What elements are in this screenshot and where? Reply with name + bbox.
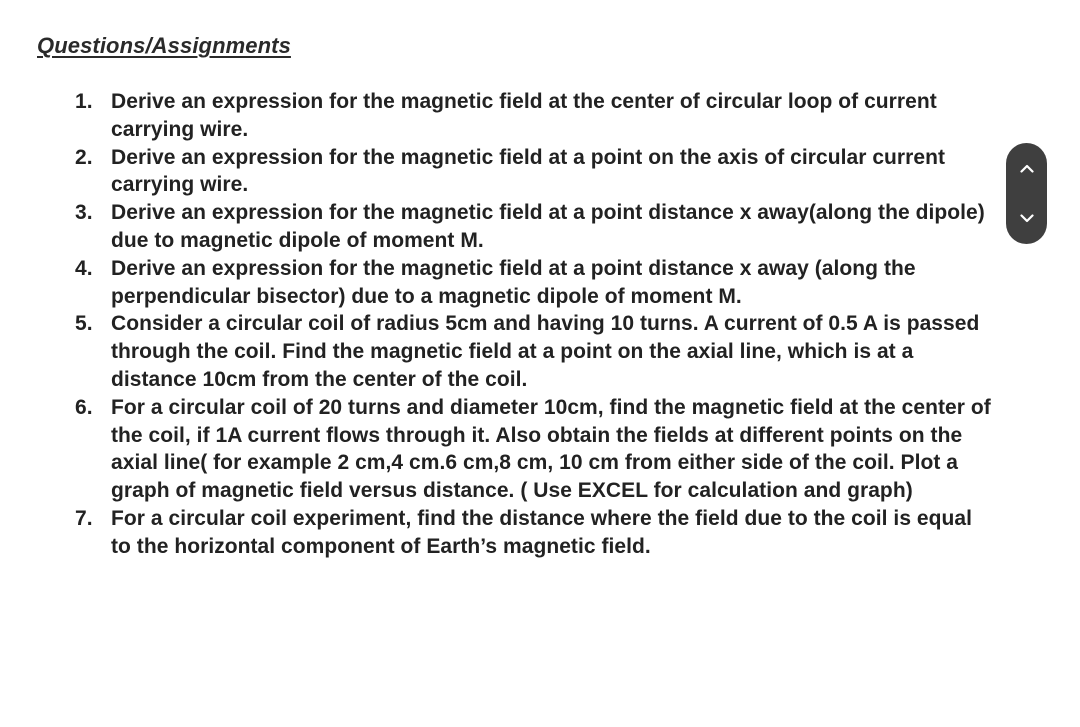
question-number: 7. [75,506,93,530]
question-item [75,255,995,311]
question-text: Derive an expression for the magnetic field at the center of circular loop of current carrying wire. [111,90,937,141]
question-text: Derive an expression for the magnetic field at a point distance x away (along the perpendicular bisector) due to a magnetic dipole of moment M. [111,256,916,308]
chevron-down-icon [1020,214,1034,223]
question-number: 3. [75,201,93,225]
question-text: For a circular coil experiment, find the distance where the field due to the coil is equal to the horizontal component of Earth’s magnetic field. [111,506,973,558]
question-item [75,144,995,200]
question-number: 1. [75,90,93,113]
question-number: 2. [75,145,93,169]
question-text: For a circular coil of 20 turns and diameter 10cm, find the magnetic field at the center of the coil, if 1A current flows through it. Also obtain the fields at different points on the axial line( for example 2 cm,4 cm.6 cm,8 cm, 10 cm from either side of the coil. Plot a graph of magnetic field versus distance. ( Use EXCEL for calculation and graph) [111,395,991,503]
question-number: 4. [75,256,93,280]
question-text: Derive an expression for the magnetic field at a point distance x away(along the dipole) due to magnetic dipole of moment M. [111,201,985,252]
next-page-button[interactable] [1006,194,1047,244]
previous-page-button[interactable] [1006,144,1047,194]
question-text: Derive an expression for the magnetic field at a point on the axis of circular current carrying wire. [111,145,946,197]
chevron-up-icon [1020,164,1034,173]
question-number: 5. [75,312,93,336]
question-text: Consider a circular coil of radius 5cm and having 10 turns. A current of 0.5 A is passed through the coil. Find the magnetic field at a point on the axial line, which is at a distance 10cm from the center of the coil. [111,312,980,391]
page-heading: Questions/Assignments [37,33,291,58]
question-item [75,199,995,255]
question-item [75,394,995,505]
question-number: 6. [75,395,93,419]
question-item [75,88,995,144]
questions-list [75,88,995,561]
question-item [75,310,995,393]
page-navigation-control [1006,143,1047,244]
question-item [75,505,995,561]
